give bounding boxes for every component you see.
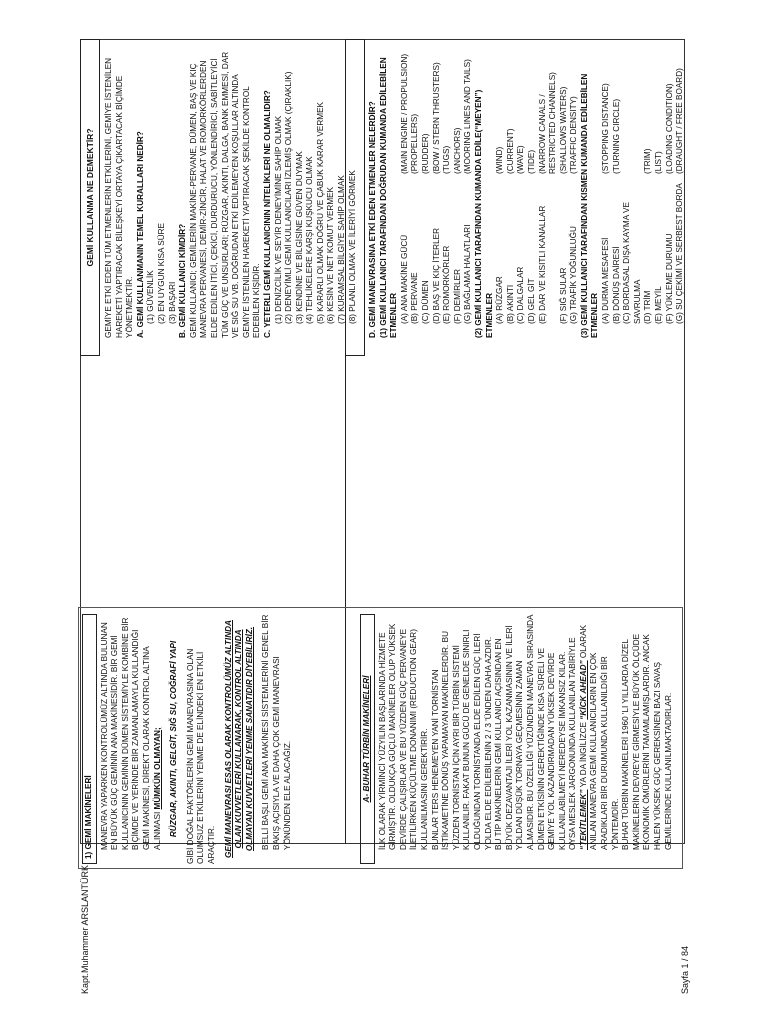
s3-row: (G) SU ÇEKİMİ VE SERBEST BORDA (DRAUGHT / FREE BOARD) bbox=[675, 68, 685, 324]
s2-row: (E) DAR VE KISITLI KANALLAR (NARROW CANALS / RESTRICTED CHANNELS) bbox=[537, 72, 558, 324]
s1-row: (E) ROMORKÖRLER (TUGS) bbox=[442, 145, 452, 324]
p4: BELLİ BAŞLI GEMİ ANA MAKİNESİ SİSTEMLERİNİ GENEL BİR BAKIŞ AÇISIYLA VE DAHA ÇOK GEMİ MANEVRASI YÖNÜNDEN ELE ALACAĞIZ. bbox=[261, 614, 292, 850]
a-item: (3) BAŞARI bbox=[167, 281, 177, 324]
a-heading: A. GEMİ KULLANMANIN TEMEL KURALLARI NEDİR? bbox=[135, 131, 145, 338]
b-text: GEMİ KULLANICI; GEMİLERİN MAKİNE-PERVANE, DÜMEN, BAŞ VE KIÇ MANEVRA PERVANESİ, DEMİR-ZİNCİR, HALAT VE ROMORKÖRLERDEN ELDE EDİLEN İTİCİ, ÇEKİCİ, DURDURUCU, YÖNLENDİRİCİ, SABİTLEYİCİ TÜM GÜÇ VE UNSURLARI; RÜZGAR, AKINTI, DALGA, BANK EMMESİ, DAR VE SIĞ SU VB. DOĞRUDAN ETKİ EDİLEMEYEN KOŞULLAR ALTINDA GEMİYE İSTENİLEN HAREKETİ YAPTIRACAK ŞEKİLDE KONTROL EDEBİLEN KİŞİDİR. bbox=[188, 51, 262, 338]
c-item: (2) DENEYİMLİ GEMİ KULLANICILARI İZLEMİŞ OLMAK (ÇIRAKLIK) bbox=[284, 71, 294, 324]
c-heading: C. YETERLİ GEMİ KULLANICININ NİTELİKLERİ NE OLMALIDIR? bbox=[262, 90, 272, 338]
b-heading: B. GEMİ KULLANICI KİMDİR? bbox=[178, 223, 188, 338]
p1: MANEVRA YAPARKEN KONTROLÜMÜZ ALTINDA BULUNAN EN BÜYÜK GÜÇ GEMİNİN ANA MAKİNESİDİR. BİR GEMİ KULLANICININ GEMİNİN DÜMEN SİSTEMİYLE KOMBİNE BİR BİÇİMDE VE YERİNDE BİR ZAMANLAMAYLA KULLANDIĞI GEMİ MAKİNESİ, DİREKT OLARAK KONTROL ALTINA ALINMASI MÜMKÜN OLMAYAN; bbox=[99, 617, 162, 850]
s2-row: (C) DALGALAR (WAVE) bbox=[516, 145, 526, 324]
right-top-body bbox=[368, 46, 685, 338]
c-item: (8) PLANLI OLMAK VE İLERİYİ GÖRMEK bbox=[347, 170, 357, 324]
s3-row: (C) BORDASAL DIŞA KAYMA VE SAVRULMA bbox=[622, 202, 642, 324]
rb-p1: İLK OLARAK YİRMİNCİ YÜZYILIN BAŞLARINDA HİZMETE GİRMİŞTİR. OLDUKÇA GÜÇLÜ MAKİNELER OLUP YÜKSEK DEVİRDE ÇALIŞIRLAR VE BU YÜZDEN GÜÇ PERVANEYE İLETİLİRKEN KÜÇÜLTME DONANIMI (REDUCTION GEAR) KULLANILMASINI GEREKTİRİR. bbox=[377, 623, 429, 850]
s2-row: (D) GEL GİT (TIDE) bbox=[526, 149, 536, 324]
intro-text: GEMİYE ETKİ EDEN TÜM ETMENLERİN ETKİLERİNİ, GEMİYE İSTENİLEN HAREKETİ YAPTIRACAK BİLEŞKEYİ ORTAYA ÇIKARTACAK BİÇİMDE YÖNETMEKTİR. bbox=[104, 57, 135, 338]
s2-heading: (2) GEMİ KULLANICI TARAFINDAN KUMANDA EDİLE(“MEYEN”) ETMENLER bbox=[473, 89, 494, 338]
s3-row: (E) MEYİL (LIST) bbox=[654, 151, 664, 324]
s1-row: (B) PERVANE (PROPELLERS) bbox=[410, 113, 420, 324]
p3: GEMİ MANEVRASI ESAS OLARAK KONTROLÜMÜZ ALTINDA OLAN KUVVETLERİ KULLANARAK, KONTROL ALTINDA OLMAYAN KUVVETLERİ YENME SANATIDIR DİYEBİLİRİZ. bbox=[223, 620, 254, 858]
c-item: (7) KURAMSAL BİLGİYE SAHİP OLMAK bbox=[337, 175, 347, 324]
s3-row: (D) TRİM (TRIM) bbox=[643, 148, 653, 324]
bottom-outer-frame bbox=[78, 607, 683, 869]
gemi-makineleri-title: 1) GEMİ MAKİNELERİ bbox=[82, 614, 97, 864]
rb-p2: BUNLAR TERS HENEMEYEN YANİ TORNİSTAN İSTİKAMETİNE DÖNÜŞ YAPAMAYAN MAKİNELERDİR. BU YÜZDEN TORNİSTAN İÇİN AYRI BİR TÜRBİN SİSTEMİ KULLANILIR. FAKAT BUNUN GÜCÜ DE GENELDE SINIRLI OLDUĞUNDAN TORNİSTANDA ELDE EDİLEN GÜÇ İLERİ YOLDA ELDE EDİLEBİLENİN 2 / 3 'ÜNDEN DAHA AZDIR. bbox=[430, 629, 493, 850]
s3-row: (A) DURMA MESAFESİ (STOPPING DISTANCE) bbox=[601, 83, 611, 324]
s1-row: (D) BAŞ VE KIÇ İTERLER (BOW / STERN THRUSTERS) bbox=[431, 62, 441, 324]
center-factors: RÜZGAR, AKINTI, GELGİT, SIĞ SU, COĞRAFİ YAPI bbox=[169, 640, 179, 838]
s2-row: (F) SIĞ SULAR (SHALLOWS WATERS) bbox=[558, 86, 568, 324]
c-item: (3) KENDİNE VE BİLGİSİNE GÜVEN DUYMAK bbox=[294, 151, 304, 324]
s2-row: (A) RÜZGAR (WIND) bbox=[495, 146, 505, 324]
s2-row: (G) TRAFİK YOĞUNLUĞU (TRAFFIC DENSITY) bbox=[569, 96, 579, 324]
author-footer: Kapt.Muhammer ARSLANTÜRK bbox=[80, 864, 90, 994]
left-top-title: GEMİ KULLANMA NE DEMEKTİR? bbox=[80, 39, 100, 356]
s3-row: (B) DÖNÜŞ DAİRESİ (TURNING CIRCLE) bbox=[611, 98, 621, 324]
s1-row: (G) BAĞLAMA HALATLARI (MOORING LINES AND TAILS) bbox=[463, 59, 473, 324]
s3-row: (F) YÜKLEME DURUMU (LOADING CONDITION) bbox=[664, 83, 674, 324]
s2-row: (B) AKINTI (CURRENT) bbox=[505, 128, 515, 324]
a-item: (1) GÜVENLİK bbox=[146, 270, 156, 324]
p2: GİBİ DOĞAL FAKTÖRLERİN GEMİ MANEVRASINA OLAN OLUMSUZ ETKİLERİNİ YENME DE ELİNDEKİ EN ETKİLİ ARAÇTIR. bbox=[185, 648, 216, 864]
page-number: Sayfa 1 / 84 bbox=[680, 945, 690, 994]
c-item: (5) KARARLI OLMAK DOĞRU VE ÇABUK KARAR VERMEK bbox=[315, 101, 325, 324]
c-item: (4) TEHLİKELERE KARŞI KUŞKUCU OLMAK bbox=[305, 156, 315, 324]
d-heading: D. GEMİ MANEVRASINA ETKİ EDEN ETMENLER NELERDİR? bbox=[368, 101, 377, 338]
left-top-body bbox=[104, 46, 357, 338]
rb-p3: BU TİP MAKİNELERİN GEMİ KULLANICI AÇISINDAN EN BÜYÜK DEZAVANTAJI İLERİ YOL KAZANMASININ VE İLERİ YOLDAN DÜŞÜK TORNAYA GEÇMESİNİN ZAMAN ALMASIDIR. BU ÖZELLİĞİ YÜZÜNDEN MANEVRA SIRASINDA DÜMEN ETKİSİNİN GEREKTİĞİNDE KISA SÜRELİ VE GEMİYE YOL KAZANDIRMADAN YÜKSEK DEVİRDE KULLANILABİLMEYİ NEREDEYSE İMKANSIZ KILAR. bbox=[494, 614, 567, 850]
c-item: (1) DENİZCİLİK VE SEYİR DENEYİMİNE SAHİP OLMAK bbox=[273, 115, 283, 324]
s1-row: (F) DEMİRLER (ANCHORS) bbox=[452, 127, 462, 324]
a-item: (2) EN UYGUN KISA SÜRE bbox=[156, 223, 166, 324]
c-item: (6) KESİN VE NET KOMUT VERMEK bbox=[326, 186, 336, 324]
buhar-turbin-title: A- BUHAR TÜRBİN MAKİNELERİ bbox=[360, 614, 375, 864]
rb-p5: BUHAR TÜRBİN MAKİNELERİ 1960 'LI YILLARDA DİZEL MAKİNELERİN DEVREYE GİRMESİYLE BÜYÜK ÖLÇÜDE EKONOMİK ÖMÜRLERİNİ TAMAMLAMIŞLARDIR. ANCAK HALEN YÜKSEK GÜÇ GEREKSİNEN BAZI SAVAŞ GEMİLERİNDE KULLANILMAKTADIRLAR. bbox=[621, 633, 673, 850]
s3-heading: (3) GEMİ KULLANICI TARAFINDAN KISMEN KUMANDA EDİLEBİLEN ETMENLER bbox=[579, 73, 600, 338]
s1-row: (C) DÜMEN (RUDDER) bbox=[420, 133, 430, 324]
s1-heading: (1) GEMİ KULLANICI TARAFINDAN DOĞRUDAN KUMANDA EDİLEBİLEN ETMENLER bbox=[378, 57, 399, 338]
s1-row: (A) ANA MAKİNE GÜCÜ (MAIN ENGINE / PROPULSION) bbox=[399, 53, 409, 324]
rb-p4: OYSA MESLEK JARGONUNDA KULLANILAN TABİRİYLE “TEKİTLEMEK” YA DA İNGİLİZCE “KİCK AHEAD” OLARAK ANILAN MANEVRA GEMİ KULLANICILARIN EN ÇOK ARADIKLARI BİR DURUMUNDA KULLANILDIĞI BİR YÖNTEMDİR. bbox=[568, 624, 620, 850]
